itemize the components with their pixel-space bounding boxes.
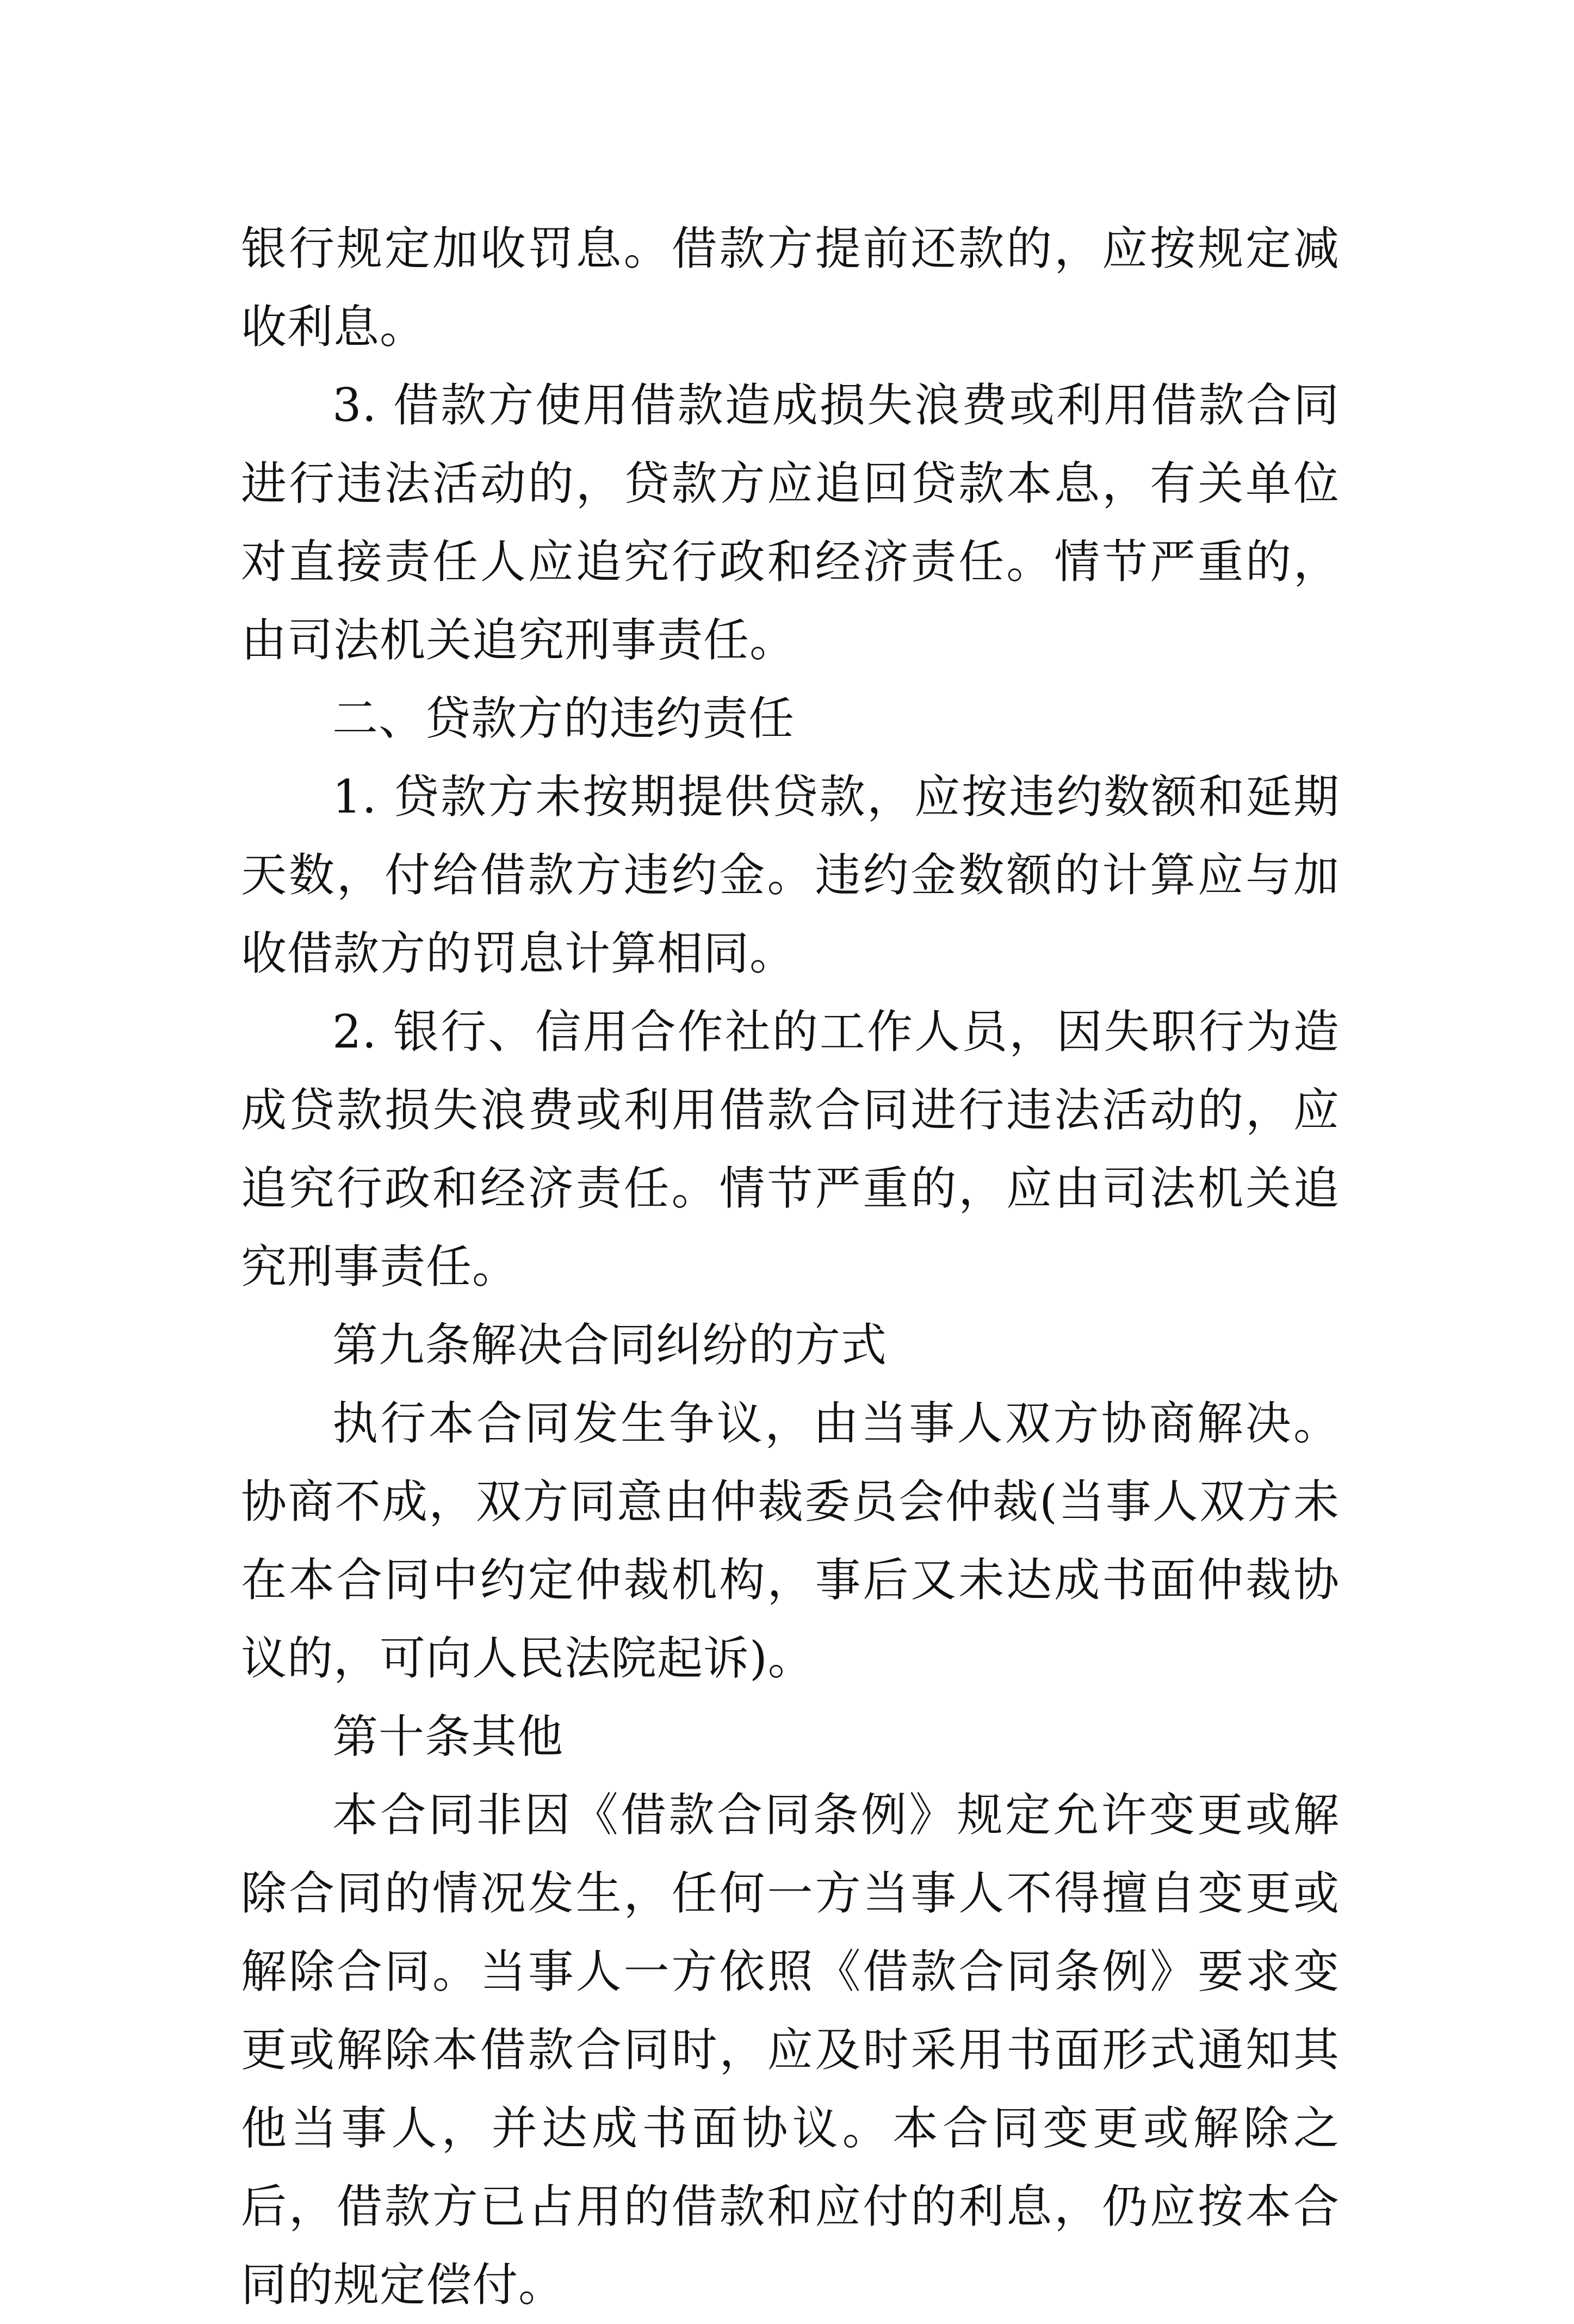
paragraph-contract-modification: 本合同非因《借款合同条例》规定允许变更或解除合同的情况发生，任何一方当事人不得擅自变更或解除合同。当事人一方依照《借款合同条例》要求变更或解除本借款合同时，应及时采用书面形式通知其他当事人，并达成书面协议。本合同变更或解除之后，借款方已占用的借款和应付的利息，仍应按本合同的规定偿付。 bbox=[241, 1788, 1340, 2311]
section-heading-lender-liability: 二、贷款方的违约责任 bbox=[332, 692, 795, 745]
paragraph-borrower-misuse: 3. 借款方使用借款造成损失浪费或利用借款合同进行违法活动的，贷款方应追回贷款本息，有关单位对直接责任人应追究行政和经济责任。情节严重的，由司法机关追究刑事责任。 bbox=[241, 379, 1340, 667]
paragraph-staff-misconduct: 2. 银行、信用合作社的工作人员，因失职行为造成贷款损失浪费或利用借款合同进行违法活动的，应追究行政和经济责任。情节严重的，应由司法机关追究刑事责任。 bbox=[241, 1005, 1340, 1293]
paragraph-lender-late-loan: 1. 贷款方未按期提供贷款，应按违约数额和延期天数，付给借款方违约金。违约金数额的计算应与加收借款方的罚息计算相同。 bbox=[241, 770, 1340, 980]
article-heading-other: 第十条其他 bbox=[332, 1710, 564, 1763]
article-heading-dispute-resolution: 第九条解决合同纠纷的方式 bbox=[332, 1318, 888, 1372]
paragraph-arbitration: 执行本合同发生争议，由当事人双方协商解决。协商不成，双方同意由仲裁委员会仲裁(当事人双方未在本合同中约定仲裁机构，事后又未达成书面仲裁协议的，可向人民法院起诉)。 bbox=[241, 1397, 1340, 1685]
document-body bbox=[241, 209, 1340, 2324]
paragraph-penalty-interest: 银行规定加收罚息。借款方提前还款的，应按规定减收利息。 bbox=[241, 222, 1340, 354]
